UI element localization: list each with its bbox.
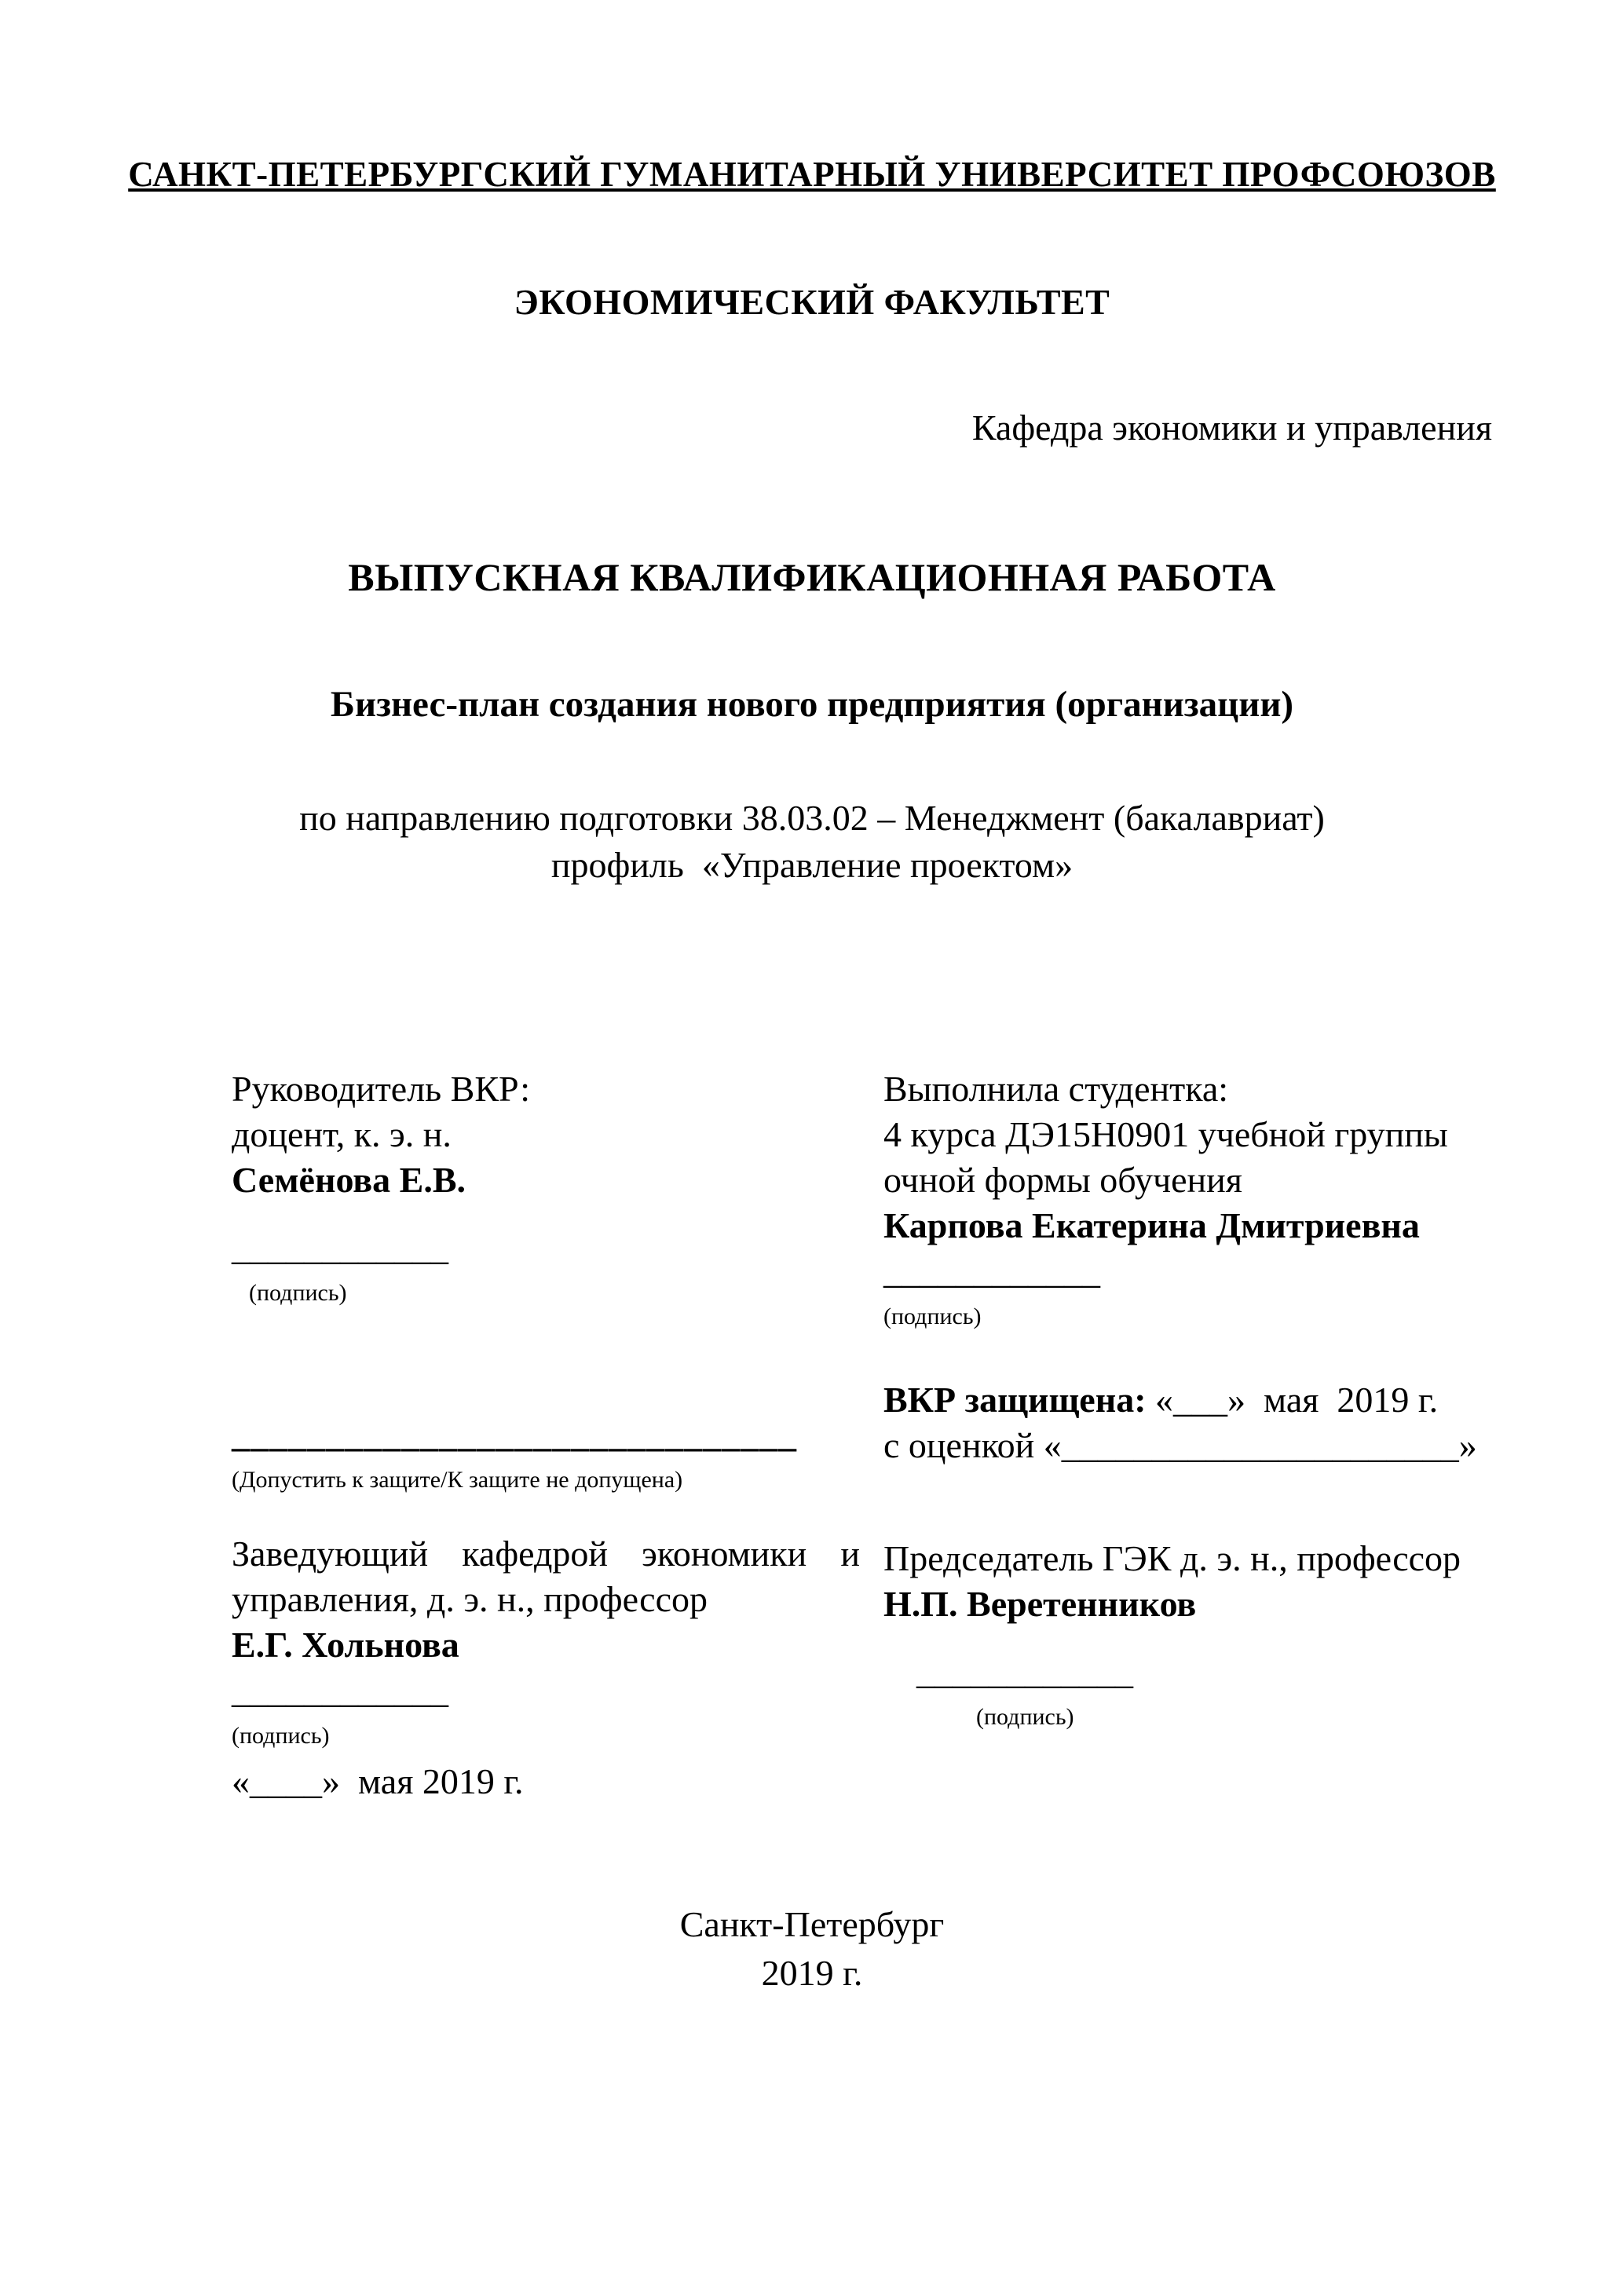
footer: [0, 1900, 1624, 1998]
direction-line-2: профиль «Управление проектом»: [550, 845, 1074, 885]
work-title: Бизнес-план создания нового предприятия (организации): [330, 684, 1294, 725]
direction-line-1: по направлению подготовки 38.03.02 – Менеджмент (бакалавриат): [299, 798, 1325, 838]
student-group: 4 курса ДЭ15Н0901 учебной группы: [883, 1114, 1448, 1154]
student-study-form: очной формы обучения: [883, 1160, 1242, 1200]
supervisor-label: Руководитель ВКР:: [232, 1069, 531, 1109]
supervisor-degree: доцент, к. э. н.: [232, 1114, 452, 1154]
defense-grade-line: с оценкой «______________________»: [883, 1425, 1477, 1465]
defense-date: «___» мая 2019 г.: [1155, 1380, 1439, 1420]
dept-head-signature-line: ____________: [232, 1670, 448, 1710]
student-name: Карпова Екатерина Дмитриевна: [883, 1205, 1420, 1245]
study-direction: [0, 795, 1624, 889]
defense-label: ВКР защищена:: [883, 1380, 1147, 1420]
dept-head-position: Заведующий кафедрой экономики и управления, д. э. н., профессор: [232, 1534, 860, 1619]
left-column: [232, 1066, 860, 1804]
chairman-signature-caption: (подпись): [976, 1704, 1074, 1730]
student-signature-line: ____________: [883, 1251, 1100, 1291]
admission-caption: (Допустить к защите/К защите не допущена): [232, 1467, 683, 1493]
faculty-name: ЭКОНОМИЧЕСКИЙ ФАКУЛЬТЕТ: [514, 282, 1110, 322]
chairman-position: Председатель ГЭК д. э. н., профессор: [883, 1538, 1461, 1578]
university-name: САНКТ-ПЕТЕРБУРГСКИЙ ГУМАНИТАРНЫЙ УНИВЕРСИТЕТ ПРОФСОЮЗОВ: [128, 155, 1496, 194]
dept-head-signature-caption: (подпись): [232, 1723, 330, 1749]
chairman-signature-line: ____________: [916, 1651, 1133, 1691]
chairman-name: Н.П. Веретенников: [883, 1584, 1197, 1624]
work-type-heading: ВЫПУСКНАЯ КВАЛИФИКАЦИОННАЯ РАБОТА: [348, 555, 1276, 599]
supervisor-signature-caption: (подпись): [249, 1280, 347, 1306]
student-label: Выполнила студентка:: [883, 1069, 1229, 1109]
defense-statement: [883, 1377, 1498, 1423]
department-name: Кафедра экономики и управления: [971, 408, 1492, 448]
supervisor-signature-line: ____________: [232, 1227, 448, 1267]
student-signature-caption: (подпись): [883, 1303, 982, 1329]
signature-columns: [232, 1066, 1498, 1804]
right-column: [883, 1066, 1498, 1740]
supervisor-name: Семёнова Е.В.: [232, 1160, 466, 1200]
dept-head-date: «____» мая 2019 г.: [232, 1761, 524, 1801]
footer-year: 2019 г.: [761, 1953, 863, 1993]
admission-line: ______________________________: [232, 1414, 797, 1454]
footer-city: Санкт-Петербург: [679, 1904, 945, 1944]
dept-head-name: Е.Г. Хольнова: [232, 1625, 459, 1665]
